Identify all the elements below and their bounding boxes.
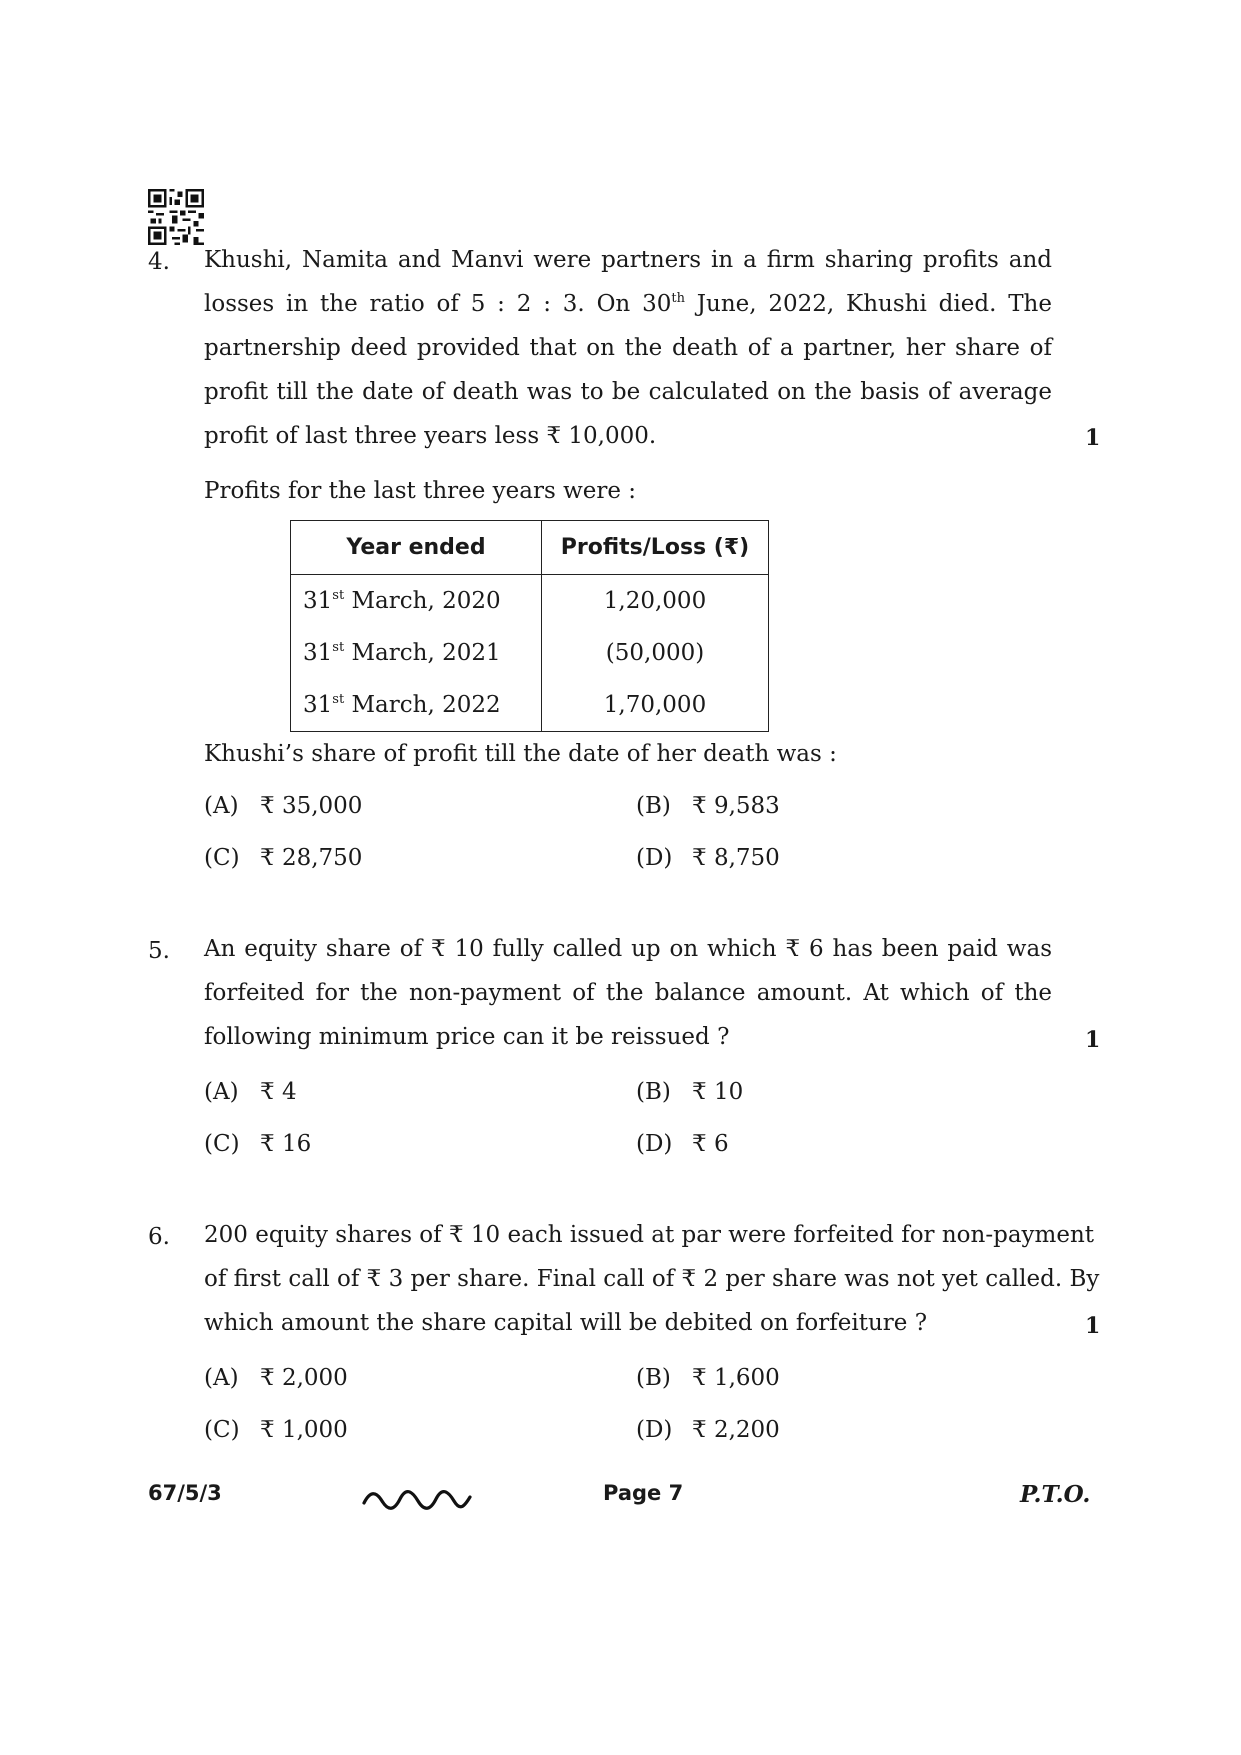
question-line: which amount the share capital will be debited on forfeiture ? <box>204 1310 928 1336</box>
paper-code: 67/5/3 <box>148 1481 222 1505</box>
table-intro: Profits for the last three years were : <box>204 478 637 504</box>
question-6-text <box>204 1213 1100 1345</box>
question-number: 5. <box>148 938 170 964</box>
page-number: Page 7 <box>603 1481 684 1505</box>
value-cell: 1,20,000 <box>603 588 707 614</box>
option-a: (A) ₹ 2,000 <box>204 1365 348 1391</box>
question-line: partnership deed provided that on the death of a partner, her share of <box>204 335 1052 361</box>
marks: 1 <box>1085 1313 1101 1339</box>
marks: 1 <box>1085 1027 1101 1053</box>
question-line: 200 equity shares of ₹ 10 each issued at par were forfeited for non-payment <box>204 1222 1095 1248</box>
value-cell: (50,000) <box>605 640 705 666</box>
question-line-part: June, 2022, Khushi died. The <box>684 291 1052 317</box>
question-4-prompt: Khushi’s share of profit till the date of her death was : <box>204 741 837 767</box>
table-header: Year ended <box>291 521 542 575</box>
superscript: th <box>671 291 685 306</box>
table-row <box>291 575 769 628</box>
option-b: (B) ₹ 9,583 <box>636 793 780 819</box>
option-d: (D) ₹ 2,200 <box>636 1417 780 1443</box>
option-c: (C) ₹ 28,750 <box>204 845 363 871</box>
option-b: (B) ₹ 10 <box>636 1079 744 1105</box>
year-cell: 31st March, 2022 <box>291 679 542 732</box>
please-turn-over: P.T.O. <box>1020 1481 1091 1508</box>
profits-table <box>290 520 769 732</box>
question-4-text <box>204 238 1052 458</box>
question-line: Khushi, Namita and Manvi were partners in a firm sharing profits and <box>204 247 1052 273</box>
question-line-part: losses in the ratio of 5 : 2 : 3. On 30 <box>204 291 672 317</box>
question-number: 4. <box>148 249 170 275</box>
option-a: (A) ₹ 35,000 <box>204 793 363 819</box>
marks: 1 <box>1085 425 1101 451</box>
question-line: forfeited for the non-payment of the balance amount. At which of the <box>204 980 1052 1006</box>
question-line: of first call of ₹ 3 per share. Final call of ₹ 2 per share was not yet called. By <box>204 1266 1100 1292</box>
option-d: (D) ₹ 6 <box>636 1131 729 1157</box>
year-cell: 31st March, 2020 <box>291 575 542 628</box>
year-cell: 31st March, 2021 <box>291 627 542 679</box>
question-line: profit till the date of death was to be calculated on the basis of average <box>204 379 1052 405</box>
question-line: An equity share of ₹ 10 fully called up on which ₹ 6 has been paid was <box>204 936 1052 962</box>
question-line <box>204 282 1052 326</box>
option-a: (A) ₹ 4 <box>204 1079 297 1105</box>
wave-ornament-icon <box>362 1489 472 1511</box>
table-row <box>291 627 769 679</box>
option-c: (C) ₹ 16 <box>204 1131 312 1157</box>
table-header-row <box>291 521 769 575</box>
question-number: 6. <box>148 1224 170 1250</box>
table-row <box>291 679 769 732</box>
question-line: following minimum price can it be reissued ? <box>204 1024 730 1050</box>
option-d: (D) ₹ 8,750 <box>636 845 780 871</box>
question-5-text <box>204 927 1052 1059</box>
question-line: profit of last three years less ₹ 10,000. <box>204 423 657 449</box>
option-c: (C) ₹ 1,000 <box>204 1417 348 1443</box>
option-b: (B) ₹ 1,600 <box>636 1365 780 1391</box>
table-header: Profits/Loss (₹) <box>542 521 769 575</box>
value-cell: 1,70,000 <box>603 692 707 718</box>
qr-code-icon <box>148 189 204 245</box>
